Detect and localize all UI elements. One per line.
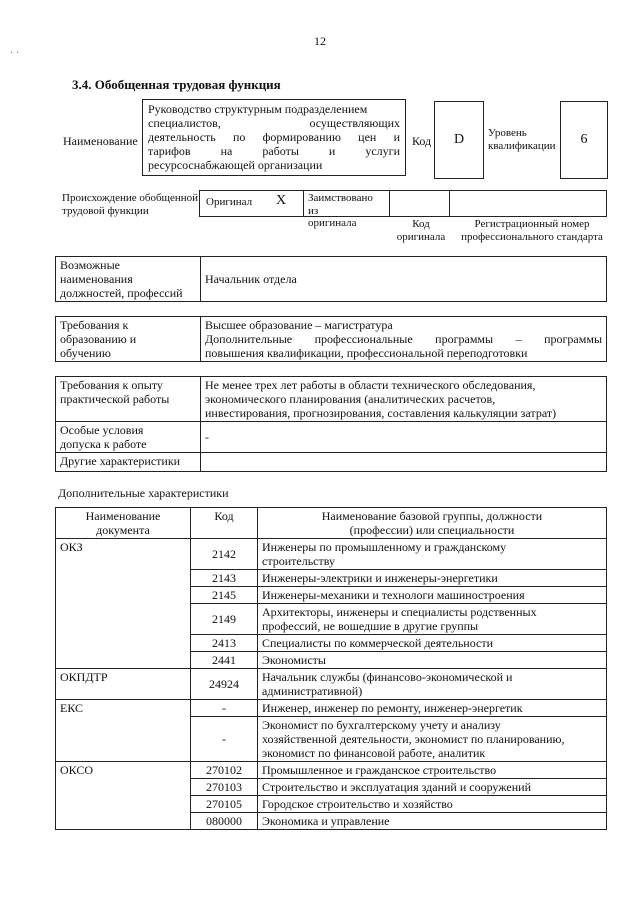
name-box xyxy=(142,99,406,176)
name-line: Специалисты по коммерческой деятельности xyxy=(262,636,494,650)
special-value: - xyxy=(201,422,607,453)
name-line: Строительство и эксплуатация зданий и сооружений xyxy=(262,780,531,794)
header-line: Наименование базовой группы, должности xyxy=(321,509,543,523)
positions-label xyxy=(56,257,201,302)
caption-line: профессионального стандарта xyxy=(461,230,603,243)
name-line: Начальник службы (финансово-экономической и xyxy=(262,670,513,684)
value-line: экономического планирования (аналитических расчетов, xyxy=(205,392,496,406)
additional-table xyxy=(55,507,607,830)
code-cell: 2149 xyxy=(191,604,258,635)
name-cell xyxy=(258,762,607,779)
name-label: Наименование xyxy=(63,134,138,148)
code-cell: 2413 xyxy=(191,635,258,652)
label-line: обучению xyxy=(60,346,111,360)
other-label: Другие характеристики xyxy=(56,453,201,472)
name-line: ресурсоснабжающей организации xyxy=(148,158,323,172)
code-cell: - xyxy=(191,717,258,762)
label-line: практической работы xyxy=(60,392,170,406)
caption-line: оригинала xyxy=(396,230,446,243)
code-original-cell xyxy=(389,190,450,217)
name-cell xyxy=(258,539,607,570)
code-cell: 2143 xyxy=(191,570,258,587)
label-line: Требования к опыту xyxy=(60,378,163,392)
borrowed-line: оригинала xyxy=(308,217,357,229)
experience-label xyxy=(56,377,201,422)
level-label-line: квалификации xyxy=(488,139,556,152)
name-line: специалистов, осуществляющих xyxy=(148,116,400,130)
label-line: образованию и xyxy=(60,332,137,346)
code-cell: 270102 xyxy=(191,762,258,779)
label-line: наименования xyxy=(60,272,133,286)
original-mark: X xyxy=(276,193,287,208)
name-line: административной) xyxy=(262,684,363,698)
name-cell xyxy=(258,604,607,635)
code-original-caption xyxy=(392,218,450,243)
name-cell xyxy=(258,652,607,669)
borrowed-cell xyxy=(303,190,390,229)
name-line: Экономисты xyxy=(262,653,326,667)
name-line: экономист по финансовой работе, аналитик xyxy=(262,746,486,760)
code-cell: 24924 xyxy=(191,669,258,700)
origin-label-line: Происхождение обобщенной xyxy=(62,192,199,204)
level-label xyxy=(488,127,555,152)
name-cell xyxy=(258,796,607,813)
scan-dots: · · xyxy=(10,48,20,59)
name-line: Руководство структурным подразделением xyxy=(148,102,368,116)
name-cell xyxy=(258,587,607,604)
caption-line: Код xyxy=(412,218,430,230)
header-document xyxy=(56,508,191,539)
value-line: инвестирования, прогнозирования, составления калькуляции затрат) xyxy=(205,406,557,420)
name-cell xyxy=(258,813,607,830)
doc-cell: ЕКС xyxy=(56,700,191,762)
education-label xyxy=(56,317,201,362)
header-code: Код xyxy=(191,508,258,539)
name-cell xyxy=(258,635,607,652)
table-row xyxy=(56,539,607,570)
doc-cell: ОКЗ xyxy=(56,539,191,669)
original-cell xyxy=(199,190,304,217)
header-line: (профессии) или специальности xyxy=(349,523,515,537)
section-title: 3.4. Обобщенная трудовая функция xyxy=(72,77,281,92)
additional-title: Дополнительные характеристики xyxy=(58,486,229,500)
positions-table xyxy=(55,256,607,302)
positions-value: Начальник отдела xyxy=(201,257,607,302)
label-line: должностей, профессий xyxy=(60,286,183,300)
name-line: Архитекторы, инженеры и специалисты родственных xyxy=(262,605,537,619)
name-line: строительству xyxy=(262,554,335,568)
name-line: Инженер, инженер по ремонту, инженер-энергетик xyxy=(262,701,523,715)
original-label: Оригинал xyxy=(206,196,253,208)
name-line: Инженеры по промышленному и гражданскому xyxy=(262,540,507,554)
code-cell: 2142 xyxy=(191,539,258,570)
name-line: Экономист по бухгалтерскому учету и анализу xyxy=(262,718,501,732)
code-cell: 080000 xyxy=(191,813,258,830)
caption-line: Регистрационный номер xyxy=(474,218,590,230)
name-line: Инженеры-механики и технологи машиностроения xyxy=(262,588,525,602)
code-cell: - xyxy=(191,700,258,717)
label-line: Требования к xyxy=(60,318,129,332)
name-line: тарифов на работы и услуги xyxy=(148,144,400,158)
value-line: Дополнительные профессиональные программы – программы xyxy=(205,332,602,346)
label-line: Возможные xyxy=(60,258,120,272)
value-line: Высшее образование – магистратура xyxy=(205,318,393,332)
doc-cell: ОКПДТР xyxy=(56,669,191,700)
name-cell xyxy=(258,570,607,587)
header-name xyxy=(258,508,607,539)
name-cell xyxy=(258,669,607,700)
label-line: допуска к работе xyxy=(60,437,147,451)
name-cell xyxy=(258,700,607,717)
reg-number-caption xyxy=(452,218,612,243)
name-cell xyxy=(258,779,607,796)
code-cell: 270105 xyxy=(191,796,258,813)
level-value: 6 xyxy=(560,101,608,179)
table-row xyxy=(56,762,607,779)
requirements-table xyxy=(55,376,607,472)
name-line: хозяйственной деятельности, экономист по планированию, xyxy=(262,732,565,746)
level-label-line: Уровень xyxy=(488,127,527,139)
doc-cell: ОКСО xyxy=(56,762,191,830)
table-row xyxy=(56,700,607,717)
value-line: повышения квалификации, профессиональной переподготовки xyxy=(205,346,528,360)
code-cell: 2145 xyxy=(191,587,258,604)
page-number: 12 xyxy=(314,34,326,48)
origin-label-line: трудовой функции xyxy=(62,204,149,217)
name-line: деятельность по формированию цен и xyxy=(148,130,400,144)
code-cell: 270103 xyxy=(191,779,258,796)
code-label: Код xyxy=(412,134,432,148)
education-value xyxy=(201,317,607,362)
label-line: Особые условия xyxy=(60,423,144,437)
education-table xyxy=(55,316,607,362)
code-value: D xyxy=(434,101,484,179)
name-line: Промышленное и гражданское строительство xyxy=(262,763,497,777)
table-row xyxy=(56,669,607,700)
origin-label xyxy=(62,192,198,217)
other-value xyxy=(201,453,607,472)
code-cell: 2441 xyxy=(191,652,258,669)
name-line: Инженеры-электрики и инженеры-энергетики xyxy=(262,571,498,585)
special-label xyxy=(56,422,201,453)
reg-number-cell xyxy=(449,190,607,217)
name-line: профессий, не вошедшие в другие группы xyxy=(262,619,479,633)
value-line: Не менее трех лет работы в области технического обследования, xyxy=(205,378,536,392)
name-line: Экономика и управление xyxy=(262,814,390,828)
name-cell xyxy=(258,717,607,762)
header-line: документа xyxy=(96,523,150,537)
name-line: Городское строительство и хозяйство xyxy=(262,797,453,811)
experience-value xyxy=(201,377,607,422)
borrowed-line: Заимствовано из xyxy=(308,192,373,217)
header-line: Наименование xyxy=(85,509,161,523)
